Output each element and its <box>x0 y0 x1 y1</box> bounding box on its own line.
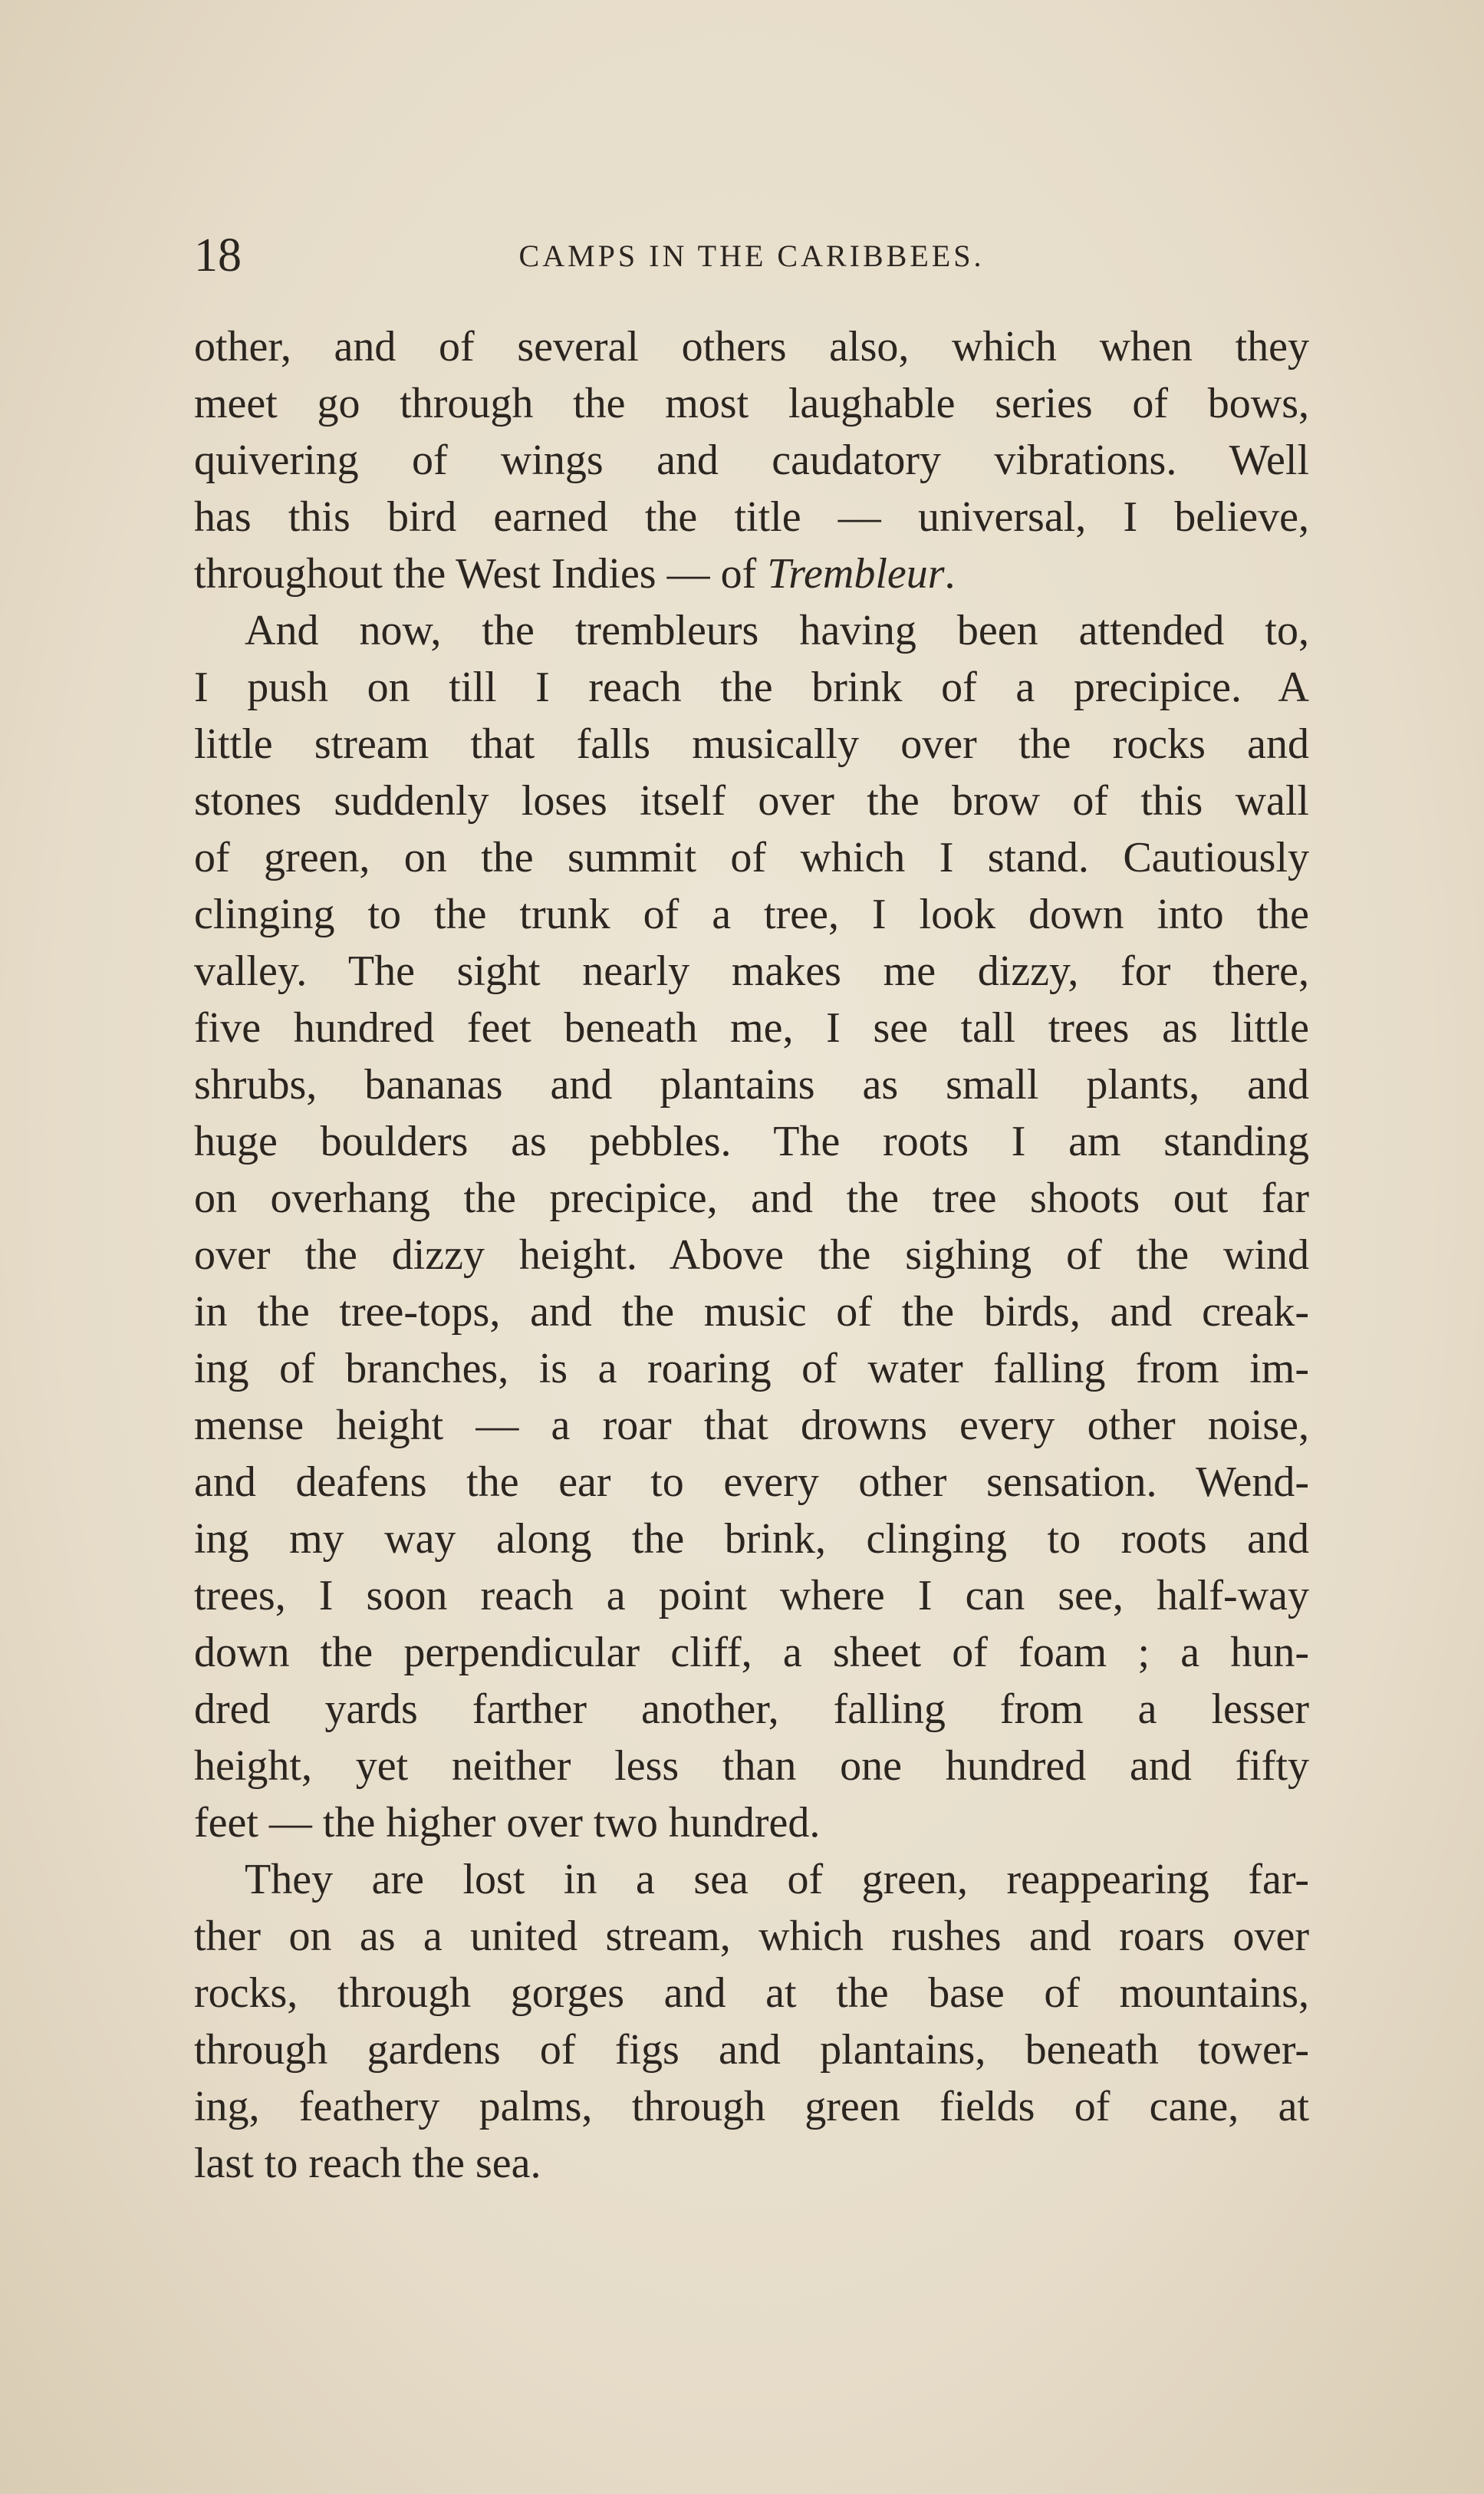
text-line: valley. The sight nearly makes me dizzy, for there, <box>194 947 1309 995</box>
text-line: through gardens of figs and plantains, beneath tower- <box>194 2026 1309 2074</box>
text-line-last <box>194 2135 1309 2192</box>
text-line: and deafens the ear to every other sensation. Wend- <box>194 1458 1309 1506</box>
running-title: CAMPS IN THE CARIBBEES. <box>518 239 985 273</box>
text-line: ing my way along the brink, clinging to roots and <box>194 1515 1309 1563</box>
text-line: down the perpendicular cliff, a sheet of foam ; a hun- <box>194 1629 1309 1676</box>
text-line: height, yet neither less than one hundred and fifty <box>194 1742 1309 1790</box>
text-line: dred yards farther another, falling from a lesser <box>194 1685 1309 1733</box>
text-line: They are lost in a sea of green, reappearing far- <box>245 1856 1309 1903</box>
text-line: little stream that falls musically over the rocks and <box>194 720 1309 768</box>
text-line: on overhang the precipice, and the tree shoots out far <box>194 1175 1309 1222</box>
running-header <box>194 229 1309 282</box>
text-line: five hundred feet beneath me, I see tall trees as little <box>194 1004 1309 1052</box>
text-span: feet — the higher over two hundred. <box>194 1799 821 1847</box>
text-line: ing of branches, is a roaring of water falling from im- <box>194 1345 1309 1392</box>
text-line: of green, on the summit of which I stand. Cautiously <box>194 834 1309 881</box>
text-line: has this bird earned the title — universal, I believe, <box>194 493 1309 541</box>
text-line: trees, I soon reach a point where I can see, half-way <box>194 1572 1309 1619</box>
text-line: And now, the trembleurs having been attended to, <box>245 607 1309 654</box>
text-line: huge boulders as pebbles. The roots I am standing <box>194 1118 1309 1165</box>
text-line: ther on as a united stream, which rushes and roars over <box>194 1913 1309 1960</box>
text-line: I push on till I reach the brink of a precipice. A <box>194 664 1309 711</box>
paragraph <box>194 1851 1309 2192</box>
text-line: over the dizzy height. Above the sighing of the wind <box>194 1231 1309 1279</box>
text-line: shrubs, bananas and plantains as small plants, and <box>194 1061 1309 1109</box>
text-line: clinging to the trunk of a tree, I look down into the <box>194 891 1309 938</box>
italic-term: Trembleur <box>767 550 945 598</box>
text-line: stones suddenly loses itself over the brow of this wall <box>194 777 1309 825</box>
text-line: in the tree-tops, and the music of the birds, and creak- <box>194 1288 1309 1336</box>
text-line: ing, feathery palms, through green fields of cane, at <box>194 2083 1309 2130</box>
page-body <box>194 318 1309 2192</box>
page-number: 18 <box>194 229 242 282</box>
text-line: other, and of several others also, which when they <box>194 323 1309 371</box>
text-line-last <box>194 545 1309 602</box>
paragraph <box>194 318 1309 602</box>
text-line: meet go through the most laughable series of bows, <box>194 380 1309 427</box>
text-span: . <box>944 550 956 598</box>
text-span: throughout the West Indies — of <box>194 550 768 598</box>
text-span: last to reach the sea. <box>194 2140 541 2187</box>
text-line: rocks, through gorges and at the base of mountains, <box>194 1969 1309 2017</box>
paragraph <box>194 602 1309 1851</box>
text-line: quivering of wings and caudatory vibrations. Well <box>194 437 1309 484</box>
text-line: mense height — a roar that drowns every other noise, <box>194 1402 1309 1449</box>
text-line-last <box>194 1794 1309 1851</box>
